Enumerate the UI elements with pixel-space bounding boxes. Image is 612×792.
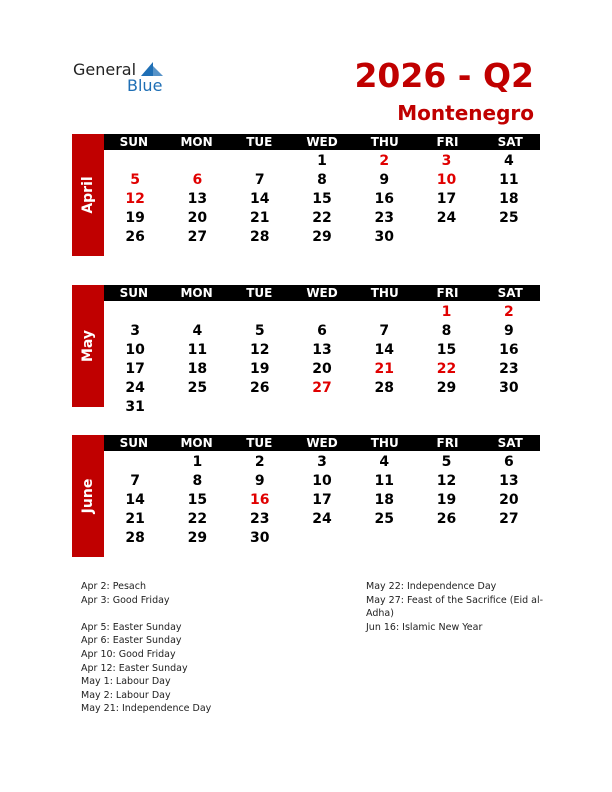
day-cell: 4 bbox=[503, 153, 514, 169]
day-cell: 11 bbox=[374, 473, 394, 489]
day-cell: 21 bbox=[125, 511, 145, 527]
weekday-fri: FRI bbox=[418, 134, 478, 150]
country-name: Montenegro bbox=[397, 101, 534, 125]
day-cell: 12 bbox=[249, 342, 270, 358]
day-cell: 26 bbox=[125, 229, 145, 245]
weekday-header bbox=[104, 285, 540, 301]
week-row bbox=[104, 379, 540, 398]
day-cell: 1 bbox=[317, 153, 327, 169]
weekday-sat: SAT bbox=[480, 134, 540, 150]
weekday-sat: SAT bbox=[480, 435, 540, 451]
holiday-note: May 1: Labour Day bbox=[81, 676, 171, 688]
day-cell: 2 bbox=[379, 153, 390, 169]
month-tab-june bbox=[72, 435, 104, 557]
day-cell: 14 bbox=[374, 342, 394, 358]
day-cell: 29 bbox=[187, 530, 208, 546]
day-grid bbox=[104, 152, 540, 247]
week-row bbox=[104, 360, 540, 379]
day-cell: 24 bbox=[436, 210, 457, 226]
week-row bbox=[104, 303, 540, 322]
day-cell: 24 bbox=[312, 511, 332, 527]
day-cell: 9 bbox=[254, 473, 265, 489]
day-cell: 30 bbox=[249, 530, 270, 546]
day-cell: 1 bbox=[441, 304, 452, 320]
weekday-header bbox=[104, 435, 540, 451]
day-cell: 23 bbox=[249, 511, 270, 527]
month-label: May bbox=[80, 329, 96, 363]
day-cell: 29 bbox=[436, 380, 457, 396]
empty-day-cell bbox=[166, 303, 228, 322]
day-cell: 22 bbox=[436, 361, 457, 377]
day-cell: 19 bbox=[249, 361, 270, 377]
day-cell: 11 bbox=[499, 172, 519, 188]
day-grid bbox=[104, 303, 540, 417]
day-cell: 30 bbox=[499, 380, 519, 396]
logo-general-text: General bbox=[73, 60, 137, 79]
week-row bbox=[104, 529, 540, 548]
empty-day-cell bbox=[291, 303, 353, 322]
day-cell: 6 bbox=[503, 454, 514, 470]
day-cell: 7 bbox=[379, 323, 390, 339]
day-cell: 26 bbox=[436, 511, 457, 527]
weekday-mon: MON bbox=[167, 285, 227, 301]
holiday-note: Apr 12: Easter Sunday bbox=[81, 662, 188, 674]
weekday-mon: MON bbox=[167, 435, 227, 451]
holiday-notes-left bbox=[81, 580, 211, 716]
day-cell: 31 bbox=[125, 399, 145, 415]
day-cell: 7 bbox=[130, 473, 141, 489]
weekday-sun: SUN bbox=[104, 134, 164, 150]
holiday-note: May 2: Labour Day bbox=[81, 689, 171, 701]
day-cell: 12 bbox=[436, 473, 457, 489]
day-cell: 11 bbox=[187, 342, 208, 358]
holiday-note: May 22: Independence Day bbox=[366, 581, 497, 592]
day-cell: 4 bbox=[379, 454, 390, 470]
holiday-note: Apr 6: Easter Sunday bbox=[81, 635, 182, 647]
weekday-sat: SAT bbox=[480, 285, 540, 301]
day-cell: 16 bbox=[249, 492, 270, 508]
day-cell: 27 bbox=[312, 380, 332, 396]
week-row bbox=[104, 171, 540, 190]
day-cell: 23 bbox=[499, 361, 519, 377]
empty-day-cell bbox=[104, 453, 166, 472]
day-cell: 9 bbox=[379, 172, 390, 188]
empty-day-cell bbox=[478, 228, 540, 247]
month-label: April bbox=[80, 176, 96, 214]
logo bbox=[73, 60, 183, 100]
weekday-tue: TUE bbox=[229, 285, 289, 301]
day-cell: 3 bbox=[130, 323, 141, 339]
day-cell: 19 bbox=[125, 210, 145, 226]
weekday-thu: THU bbox=[355, 285, 415, 301]
day-cell: 20 bbox=[312, 361, 332, 377]
day-cell: 21 bbox=[249, 210, 270, 226]
day-cell: 16 bbox=[499, 342, 519, 358]
weekday-header bbox=[104, 134, 540, 150]
logo-flag-icon bbox=[141, 62, 163, 76]
week-row bbox=[104, 152, 540, 171]
week-row bbox=[104, 510, 540, 529]
day-cell: 28 bbox=[249, 229, 270, 245]
day-cell: 3 bbox=[441, 153, 452, 169]
day-cell: 6 bbox=[192, 172, 203, 188]
empty-day-cell bbox=[415, 529, 477, 548]
weekday-mon: MON bbox=[167, 134, 227, 150]
holiday-note: Apr 3: Good Friday bbox=[81, 594, 170, 606]
week-row bbox=[104, 322, 540, 341]
holiday-note: Apr 10: Good Friday bbox=[81, 648, 176, 660]
day-cell: 28 bbox=[125, 530, 145, 546]
empty-day-cell bbox=[291, 529, 353, 548]
weekday-wed: WED bbox=[292, 285, 352, 301]
holiday-note: May 21: Independence Day bbox=[81, 703, 212, 715]
empty-day-cell bbox=[415, 398, 477, 417]
holiday-note: May 27: Feast of the Sacrifice (Eid al- bbox=[366, 594, 544, 606]
weekday-wed: WED bbox=[292, 134, 352, 150]
empty-day-cell bbox=[353, 529, 415, 548]
day-cell: 22 bbox=[312, 210, 332, 226]
empty-day-cell bbox=[353, 303, 415, 322]
empty-day-cell bbox=[166, 398, 228, 417]
day-cell: 15 bbox=[312, 191, 332, 207]
day-cell: 17 bbox=[436, 191, 457, 207]
day-cell: 29 bbox=[312, 229, 332, 245]
holiday-note: Jun 16: Islamic New Year bbox=[366, 621, 483, 633]
day-cell: 16 bbox=[374, 191, 394, 207]
empty-day-cell bbox=[229, 303, 291, 322]
empty-day-cell bbox=[353, 398, 415, 417]
day-cell: 20 bbox=[499, 492, 519, 508]
day-cell: 7 bbox=[254, 172, 265, 188]
day-cell: 30 bbox=[374, 229, 394, 245]
holiday-note: Adha) bbox=[366, 608, 394, 620]
week-row bbox=[104, 341, 540, 360]
empty-day-cell bbox=[478, 398, 540, 417]
day-cell: 22 bbox=[187, 511, 208, 527]
holiday-notes-right bbox=[366, 580, 543, 634]
week-row bbox=[104, 228, 540, 247]
day-cell: 19 bbox=[436, 492, 457, 508]
day-cell: 6 bbox=[317, 323, 327, 339]
day-cell: 3 bbox=[317, 454, 327, 470]
empty-day-cell bbox=[166, 152, 228, 171]
month-label: June bbox=[80, 478, 96, 514]
weekday-thu: THU bbox=[355, 435, 415, 451]
day-cell: 17 bbox=[312, 492, 332, 508]
week-row bbox=[104, 190, 540, 209]
logo-blue-text: Blue bbox=[127, 76, 163, 95]
day-cell: 13 bbox=[499, 473, 519, 489]
day-cell: 15 bbox=[436, 342, 457, 358]
month-tab-april bbox=[72, 134, 104, 256]
day-cell: 14 bbox=[249, 191, 270, 207]
day-cell: 10 bbox=[436, 172, 457, 188]
week-row bbox=[104, 209, 540, 228]
weekday-fri: FRI bbox=[418, 285, 478, 301]
day-cell: 8 bbox=[441, 323, 452, 339]
day-cell: 27 bbox=[499, 511, 519, 527]
day-cell: 18 bbox=[499, 191, 519, 207]
day-cell: 9 bbox=[503, 323, 514, 339]
weekday-fri: FRI bbox=[418, 435, 478, 451]
empty-day-cell bbox=[104, 152, 166, 171]
week-row bbox=[104, 453, 540, 472]
holiday-note: Apr 2: Pesach bbox=[81, 581, 146, 592]
day-cell: 21 bbox=[374, 361, 394, 377]
day-cell: 24 bbox=[125, 380, 145, 396]
empty-day-cell bbox=[104, 303, 166, 322]
weekday-sun: SUN bbox=[104, 435, 164, 451]
day-cell: 2 bbox=[503, 304, 514, 320]
day-cell: 12 bbox=[125, 191, 145, 207]
month-tab-may bbox=[72, 285, 104, 407]
day-cell: 28 bbox=[374, 380, 394, 396]
week-row bbox=[104, 491, 540, 510]
day-cell: 25 bbox=[187, 380, 208, 396]
weekday-tue: TUE bbox=[229, 134, 289, 150]
day-cell: 18 bbox=[187, 361, 208, 377]
day-cell: 10 bbox=[125, 342, 145, 358]
day-cell: 8 bbox=[192, 473, 203, 489]
day-cell: 27 bbox=[187, 229, 208, 245]
day-cell: 20 bbox=[187, 210, 208, 226]
day-cell: 2 bbox=[254, 454, 265, 470]
page-title: 2026 - Q2 bbox=[354, 56, 534, 95]
weekday-wed: WED bbox=[292, 435, 352, 451]
day-cell: 14 bbox=[125, 492, 145, 508]
day-cell: 4 bbox=[192, 323, 203, 339]
day-grid bbox=[104, 453, 540, 548]
empty-day-cell bbox=[229, 398, 291, 417]
day-cell: 5 bbox=[441, 454, 452, 470]
day-cell: 25 bbox=[499, 210, 519, 226]
day-cell: 8 bbox=[317, 172, 327, 188]
day-cell: 18 bbox=[374, 492, 394, 508]
empty-day-cell bbox=[478, 529, 540, 548]
day-cell: 5 bbox=[130, 172, 141, 188]
day-cell: 1 bbox=[192, 454, 203, 470]
empty-day-cell bbox=[291, 398, 353, 417]
week-row bbox=[104, 398, 540, 417]
empty-day-cell bbox=[229, 152, 291, 171]
weekday-tue: TUE bbox=[229, 435, 289, 451]
day-cell: 17 bbox=[125, 361, 145, 377]
day-cell: 13 bbox=[312, 342, 332, 358]
week-row bbox=[104, 472, 540, 491]
day-cell: 26 bbox=[249, 380, 270, 396]
weekday-thu: THU bbox=[355, 134, 415, 150]
weekday-sun: SUN bbox=[104, 285, 164, 301]
holiday-note: Apr 5: Easter Sunday bbox=[81, 621, 182, 633]
day-cell: 23 bbox=[374, 210, 394, 226]
day-cell: 5 bbox=[254, 323, 265, 339]
day-cell: 10 bbox=[312, 473, 332, 489]
empty-day-cell bbox=[415, 228, 477, 247]
day-cell: 13 bbox=[187, 191, 208, 207]
day-cell: 25 bbox=[374, 511, 394, 527]
day-cell: 15 bbox=[187, 492, 208, 508]
